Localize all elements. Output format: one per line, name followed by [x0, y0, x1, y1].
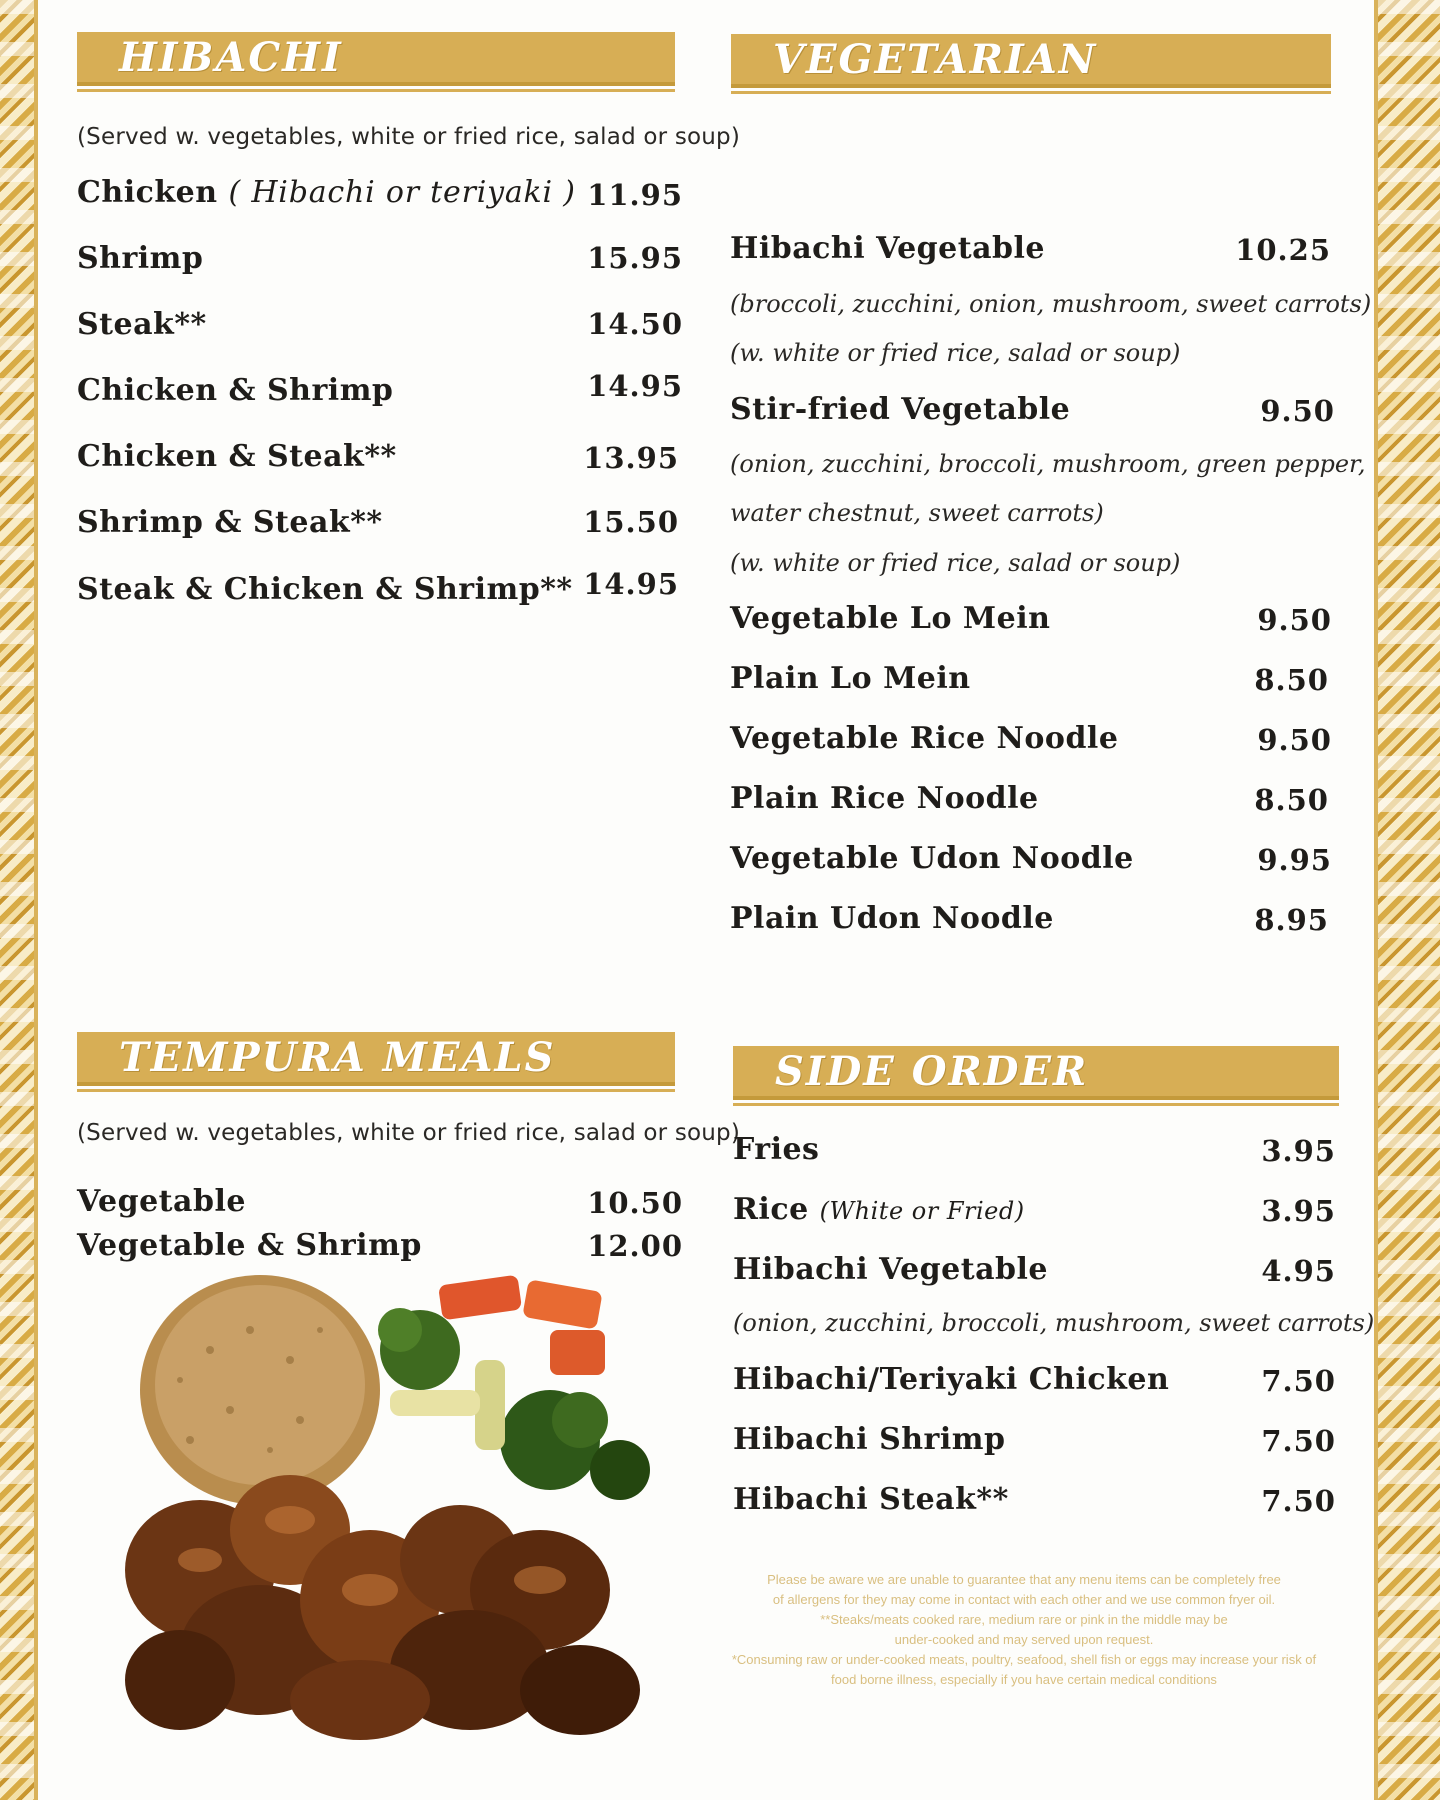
right-decorative-border [1378, 0, 1440, 1800]
menu-item-price: 14.95 [583, 567, 679, 601]
menu-item-price: 13.95 [583, 441, 679, 475]
item-description: water chestnut, sweet carrots) [730, 499, 1104, 527]
menu-item-name: Plain Udon Noodle [730, 901, 1054, 936]
menu-item-price: 14.95 [587, 369, 683, 403]
menu-item-name: Hibachi/Teriyaki Chicken [733, 1362, 1170, 1397]
menu-item-name: Chicken & Shrimp [77, 373, 394, 408]
menu-item-name: Stir-fried Vegetable [730, 392, 1071, 427]
side-order-banner [733, 1046, 1339, 1100]
menu-item-price: 9.50 [1260, 394, 1335, 428]
item-qualifier: (White or Fried) [819, 1197, 1025, 1225]
menu-item-name: Hibachi Shrimp [733, 1422, 1006, 1457]
menu-item-price: 11.95 [587, 178, 683, 212]
menu-item-name: Shrimp [77, 241, 204, 276]
tempura-title: TEMPURA MEALS [119, 1034, 556, 1081]
hibachi-title: HIBACHI [119, 34, 343, 81]
disclaimer-line: **Steaks/meats cooked rare, medium rare or pink in the middle may be [820, 1612, 1228, 1627]
item-description: (w. white or fried rice, salad or soup) [730, 339, 1181, 367]
menu-item-price: 8.50 [1254, 663, 1329, 697]
item-label: Chicken [77, 175, 218, 210]
menu-item-name: Steak & Chicken & Shrimp** [77, 572, 573, 607]
item-description: (broccoli, zucchini, onion, mushroom, sweet carrots) [730, 290, 1372, 318]
disclaimer-line: under-cooked and may served upon request. [894, 1632, 1154, 1647]
menu-item-name [733, 1192, 1025, 1227]
item-qualifier: ( Hibachi or teriyaki ) [228, 175, 576, 210]
disclaimer-line: of allergens for they may come in contact with each other and we use common fryer oil. [772, 1592, 1276, 1607]
hibachi-plate-photo [120, 1270, 650, 1740]
menu-item-price: 9.95 [1257, 843, 1332, 877]
vegetarian-title: VEGETARIAN [773, 36, 1098, 83]
menu-item-price: 4.95 [1261, 1254, 1336, 1288]
disclaimer-line: *Consuming raw or under-cooked meats, poultry, seafood, shell fish or eggs may increase your risk of [731, 1652, 1317, 1667]
tempura-banner [77, 1032, 675, 1086]
menu-item-name: Hibachi Steak** [733, 1482, 1009, 1517]
menu-item-name: Fries [733, 1132, 820, 1167]
tempura-note: (Served w. vegetables, white or fried rice, salad or soup) [77, 1120, 741, 1146]
menu-item-name: Vegetable & Shrimp [77, 1228, 422, 1263]
menu-item-price: 12.00 [587, 1229, 683, 1263]
menu-item-name: Chicken & Steak** [77, 439, 397, 474]
disclaimer-line: Please be aware we are unable to guarantee that any menu items can be completely free [767, 1572, 1281, 1587]
menu-item-price: 7.50 [1261, 1484, 1336, 1518]
menu-item-price: 7.50 [1261, 1364, 1336, 1398]
menu-item-price: 8.95 [1254, 903, 1329, 937]
item-description: (onion, zucchini, broccoli, mushroom, green pepper, [730, 450, 1366, 478]
menu-item-name: Hibachi Vegetable [733, 1252, 1049, 1287]
menu-item-name: Vegetable [77, 1184, 246, 1219]
menu-item-price: 8.50 [1254, 783, 1329, 817]
menu-item-price: 10.25 [1235, 233, 1331, 267]
menu-item-name: Steak** [77, 307, 207, 342]
menu-item-price: 3.95 [1261, 1194, 1336, 1228]
menu-item-price: 3.95 [1261, 1134, 1336, 1168]
allergen-disclaimer [724, 1570, 1324, 1690]
side-order-title: SIDE ORDER [775, 1048, 1089, 1095]
item-description: (w. white or fried rice, salad or soup) [730, 549, 1181, 577]
menu-item-name: Plain Lo Mein [730, 661, 971, 696]
left-border-line [34, 0, 38, 1800]
hibachi-banner [77, 32, 675, 86]
item-label: Rice [733, 1192, 809, 1227]
menu-item-name: Shrimp & Steak** [77, 505, 383, 540]
menu-item-price: 9.50 [1257, 723, 1332, 757]
menu-item-name: Plain Rice Noodle [730, 781, 1039, 816]
menu-item-name [77, 175, 576, 210]
menu-item-price: 14.50 [587, 307, 683, 341]
item-description: (onion, zucchini, broccoli, mushroom, sweet carrots) [733, 1309, 1375, 1337]
menu-item-price: 9.50 [1257, 603, 1332, 637]
left-decorative-border [0, 0, 34, 1800]
menu-item-price: 7.50 [1261, 1424, 1336, 1458]
menu-item-name: Hibachi Vegetable [730, 231, 1046, 266]
menu-item-name: Vegetable Rice Noodle [730, 721, 1119, 756]
vegetarian-banner [731, 34, 1331, 88]
disclaimer-line: food borne illness, especially if you have certain medical conditions [831, 1672, 1217, 1687]
menu-item-name: Vegetable Udon Noodle [730, 841, 1134, 876]
menu-item-price: 15.95 [587, 241, 683, 275]
right-border-line [1374, 0, 1378, 1800]
menu-item-name: Vegetable Lo Mein [730, 601, 1051, 636]
menu-item-price: 10.50 [587, 1186, 683, 1220]
menu-item-price: 15.50 [583, 505, 679, 539]
hibachi-note: (Served w. vegetables, white or fried rice, salad or soup) [77, 124, 741, 150]
